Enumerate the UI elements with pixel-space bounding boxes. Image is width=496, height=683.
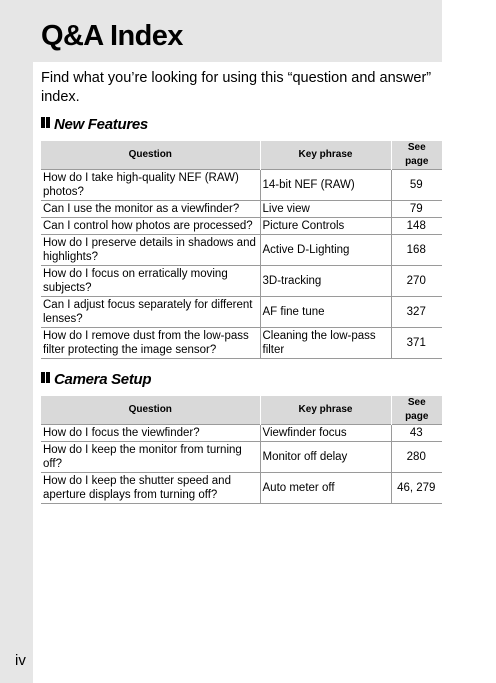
page-ref-cell[interactable]: 59 [391,170,442,201]
section-marker-icon [41,370,51,387]
column-header-see-page: See page [391,396,442,425]
section-heading-camera-setup [41,371,151,388]
column-header-see-page: See page [391,141,442,170]
question-cell: How do I preserve details in shadows and highlights? [41,235,260,266]
key-phrase-cell: AF fine tune [260,297,391,328]
key-phrase-cell: Viewfinder focus [260,425,391,442]
section-heading-new-features [41,116,148,133]
key-phrase-cell: 14-bit NEF (RAW) [260,170,391,201]
question-cell: Can I use the monitor as a viewfinder? [41,201,260,218]
qa-table-camera-setup [41,396,442,504]
section-heading-label: New Features [54,116,148,133]
key-phrase-cell: Auto meter off [260,473,391,504]
intro-text: Find what you’re looking for using this “question and answer” index. [41,70,432,105]
key-phrase-cell: Cleaning the low-pass filter [260,328,391,359]
table-row [41,266,442,297]
page-ref-cell[interactable]: 79 [391,201,442,218]
table-row [41,425,442,442]
page-ref-cell[interactable]: 46, 279 [391,473,442,504]
page-ref-cell[interactable]: 168 [391,235,442,266]
page-ref-cell[interactable]: 280 [391,442,442,473]
key-phrase-cell: Live view [260,201,391,218]
table-header-row [41,141,442,170]
page-ref-cell[interactable]: 43 [391,425,442,442]
qa-table-new-features [41,141,442,359]
page-ref-cell[interactable]: 371 [391,328,442,359]
table-row [41,170,442,201]
question-cell: Can I adjust focus separately for different lenses? [41,297,260,328]
question-cell: How do I remove dust from the low-pass filter protecting the image sensor? [41,328,260,359]
question-cell: How do I take high-quality NEF (RAW) photos? [41,170,260,201]
table-row [41,218,442,235]
section-heading-label: Camera Setup [54,371,152,388]
column-header-key-phrase: Key phrase [260,396,391,425]
column-header-question: Question [41,396,260,425]
question-cell: How do I focus on erratically moving subjects? [41,266,260,297]
table-row [41,235,442,266]
table-row [41,297,442,328]
question-cell: Can I control how photos are processed? [41,218,260,235]
column-header-key-phrase: Key phrase [260,141,391,170]
page-ref-cell[interactable]: 270 [391,266,442,297]
question-cell: How do I focus the viewfinder? [41,425,260,442]
key-phrase-cell: Active D-Lighting [260,235,391,266]
page-sidebar [0,0,33,683]
table-row [41,442,442,473]
page-ref-cell[interactable]: 148 [391,218,442,235]
question-cell: How do I keep the shutter speed and aperture displays from turning off? [41,473,260,504]
table-row [41,201,442,218]
section-marker-icon [41,115,51,132]
column-header-question: Question [41,141,260,170]
question-cell: How do I keep the monitor from turning off? [41,442,260,473]
table-row [41,473,442,504]
key-phrase-cell: 3D-tracking [260,266,391,297]
page-number: iv [15,652,26,669]
key-phrase-cell: Monitor off delay [260,442,391,473]
table-row [41,328,442,359]
table-header-row [41,396,442,425]
page-title: Q&A Index [41,20,183,52]
key-phrase-cell: Picture Controls [260,218,391,235]
page-ref-cell[interactable]: 327 [391,297,442,328]
